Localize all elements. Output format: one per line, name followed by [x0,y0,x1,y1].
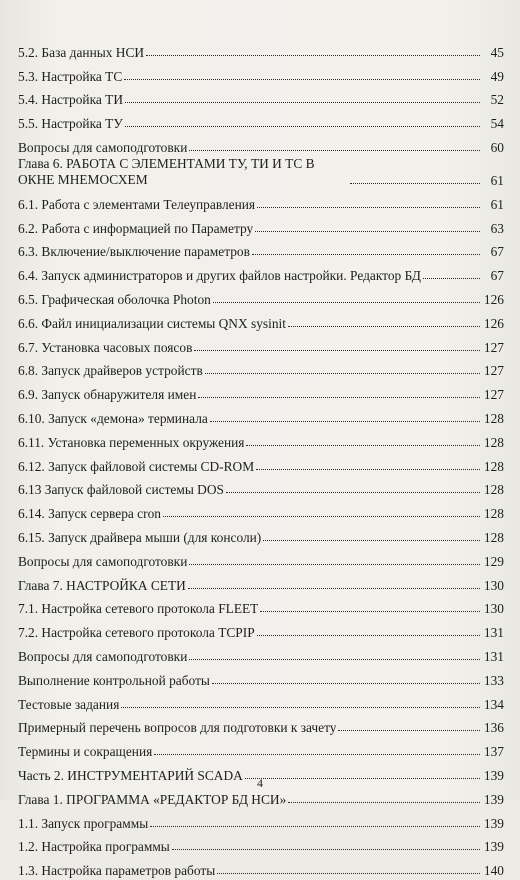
dot-leader [189,150,480,151]
dot-leader [350,183,480,184]
toc-entry [18,714,504,738]
toc-entry-page: 49 [490,68,504,84]
toc-entry-page: 134 [483,696,504,712]
dot-leader [172,849,480,850]
toc-chapter-heading [18,157,504,190]
toc-entry-page: 127 [483,387,504,403]
dot-leader [257,635,480,636]
toc-entry-title: 5.4. Настройка ТИ [18,92,124,108]
dot-leader [423,278,480,279]
toc-entry-title: 6.8. Запуск драйверов устройств [18,363,203,379]
toc-entry-page: 136 [483,720,504,736]
dot-leader [198,397,480,398]
toc-entry-page: 54 [490,116,504,132]
dot-leader [150,826,480,827]
toc-entry [18,62,504,86]
dot-leader [260,611,480,612]
toc-entry [18,666,504,690]
toc-entry [18,452,504,476]
dot-leader [210,421,480,422]
dot-leader [217,873,480,874]
toc-entry-title: 6.3. Включение/выключение параметров [18,244,250,260]
toc-entry [18,642,504,666]
dot-leader [194,350,480,351]
toc-entry [18,333,504,357]
toc-entry-title: Примерный перечень вопросов для подготовки к зачету [18,720,337,736]
dot-leader [205,373,480,374]
toc-entry-page: 63 [490,220,504,236]
toc-entry-title: 5.3. Настройка ТС [18,68,123,84]
toc-entry-title: Вопросы для самоподготовки [18,139,188,155]
toc-entry [18,595,504,619]
dot-leader [257,207,480,208]
toc-entry [18,190,504,214]
dot-leader [288,326,480,327]
toc-entry-title: Глава 6. РАБОТА С ЭЛЕМЕНТАМИ ТУ, ТИ И ТС В ОКНЕ МНЕМОСХЕМ [18,155,315,187]
toc-entry-page: 129 [483,553,504,569]
toc-entry [18,357,504,381]
toc-entry [18,285,504,309]
toc-entry-title: 6.15. Запуск драйвера мыши (для консоли) [18,529,262,545]
toc-entry [18,86,504,110]
dot-leader [288,802,480,803]
toc-entry-page: 131 [483,648,504,664]
page-number: 4 [257,776,263,790]
toc-entry-title: 6.5. Графическая оболочка Photon [18,291,211,307]
toc-entry-page: 130 [483,601,504,617]
toc-entry-title: 6.6. Файл инициализации системы QNX sysinit [18,315,286,331]
toc-entry [18,404,504,428]
toc-entry-page: 45 [490,44,504,60]
toc-entry-page: 139 [483,815,504,831]
toc-entry-page: 127 [483,363,504,379]
toc-entry-title: Часть 2. ИНСТРУМЕНТАРИЙ SCADA [18,767,243,783]
toc-entry-page: 139 [483,791,504,807]
toc-entry [18,499,504,523]
toc-entry-title: 1.2. Настройка программы [18,839,170,855]
dot-leader [125,126,480,127]
toc-entry [18,856,504,880]
toc-entry [18,618,504,642]
toc-entry-page: 128 [483,458,504,474]
toc-entry-title: 6.13 Запуск файловой системы DOS [18,482,224,498]
toc-entry [18,109,504,133]
toc-entry-title: 1.3. Настройка параметров работы [18,863,216,879]
toc-entry-title: 7.2. Настройка сетевого протокола TCPIP [18,625,255,641]
toc-entry [18,428,504,452]
toc-entry-title: 5.5. Настройка ТУ [18,116,123,132]
toc-entry-page: 128 [483,529,504,545]
toc-entry-page: 61 [490,172,504,188]
toc-entry-page: 127 [483,339,504,355]
dot-leader [246,445,480,446]
toc-entry [18,309,504,333]
dot-leader [163,516,480,517]
toc-entry-title: Глава 1. ПРОГРАММА «РЕДАКТОР БД НСИ» [18,791,287,807]
toc-entry [18,809,504,833]
toc-entry-title: 6.2. Работа с информацией по Параметру [18,220,254,236]
toc-entry-page: 137 [483,744,504,760]
toc-entry-title: 6.14. Запуск сервера cron [18,506,161,522]
toc-entry [18,238,504,262]
toc-entry-page: 128 [483,482,504,498]
toc-entry [18,476,504,500]
toc-entry-title: 6.10. Запуск «демона» терминала [18,410,208,426]
toc-entry-title: 7.1. Настройка сетевого протокола FLEET [18,601,259,617]
toc-entry-title: Вопросы для самоподготовки [18,553,188,569]
table-of-contents [18,38,504,880]
toc-entry-title: 1.1. Запуск программы [18,815,149,831]
toc-entry [18,690,504,714]
toc-entry-title: Глава 7. НАСТРОЙКА СЕТИ [18,577,186,593]
toc-entry [18,737,504,761]
toc-entry [18,214,504,238]
toc-entry-page: 131 [483,625,504,641]
toc-entry-title: Термины и сокращения [18,744,153,760]
dot-leader [154,754,480,755]
dot-leader [124,79,480,80]
dot-leader [125,102,480,103]
toc-entry [18,547,504,571]
toc-entry-page: 52 [490,92,504,108]
toc-entry-title: 6.7. Установка часовых поясов [18,339,193,355]
toc-entry-title: 6.1. Работа с элементами Телеуправления [18,196,256,212]
dot-leader [226,492,480,493]
toc-entry [18,38,504,62]
toc-entry [18,261,504,285]
dot-leader [146,55,480,56]
dot-leader [189,564,480,565]
toc-entry-title: 6.9. Запуск обнаружителя имен [18,387,197,403]
dot-leader [263,540,480,541]
dot-leader [212,683,480,684]
toc-entry-page: 139 [483,839,504,855]
toc-entry-page: 130 [483,577,504,593]
toc-entry [18,380,504,404]
dot-leader [255,231,480,232]
toc-entry-page: 133 [483,672,504,688]
toc-entry-title: 6.11. Установка переменных окружения [18,434,245,450]
toc-entry-page: 140 [483,863,504,879]
dot-leader [338,730,480,731]
toc-entry [18,133,504,157]
dot-leader [188,588,480,589]
toc-entry-title: 6.4. Запуск администраторов и других файлов настройки. Редактор БД [18,268,421,284]
dot-leader [252,254,480,255]
toc-entry-title: Вопросы для самоподготовки [18,648,188,664]
toc-entry-page: 128 [483,410,504,426]
toc-entry-page: 126 [483,291,504,307]
toc-entry-page: 128 [483,434,504,450]
dot-leader [121,707,480,708]
toc-entry-title: Выполнение контрольной работы [18,672,210,688]
toc-entry-title: 5.2. База данных НСИ [18,44,145,60]
toc-entry-page: 126 [483,315,504,331]
dot-leader [189,659,480,660]
toc-entry-page: 139 [483,767,504,783]
toc-entry-page: 67 [490,268,504,284]
toc-entry-page: 128 [483,506,504,522]
dot-leader [213,302,480,303]
toc-chapter-heading [18,571,504,595]
toc-entry-title: 6.12. Запуск файловой системы CD-ROM [18,458,255,474]
toc-entry-title: Тестовые задания [18,696,120,712]
toc-entry-page: 60 [490,139,504,155]
dot-leader [256,469,480,470]
toc-entry [18,833,504,857]
toc-entry-page: 61 [490,196,504,212]
toc-entry-page: 67 [490,244,504,260]
toc-entry [18,523,504,547]
